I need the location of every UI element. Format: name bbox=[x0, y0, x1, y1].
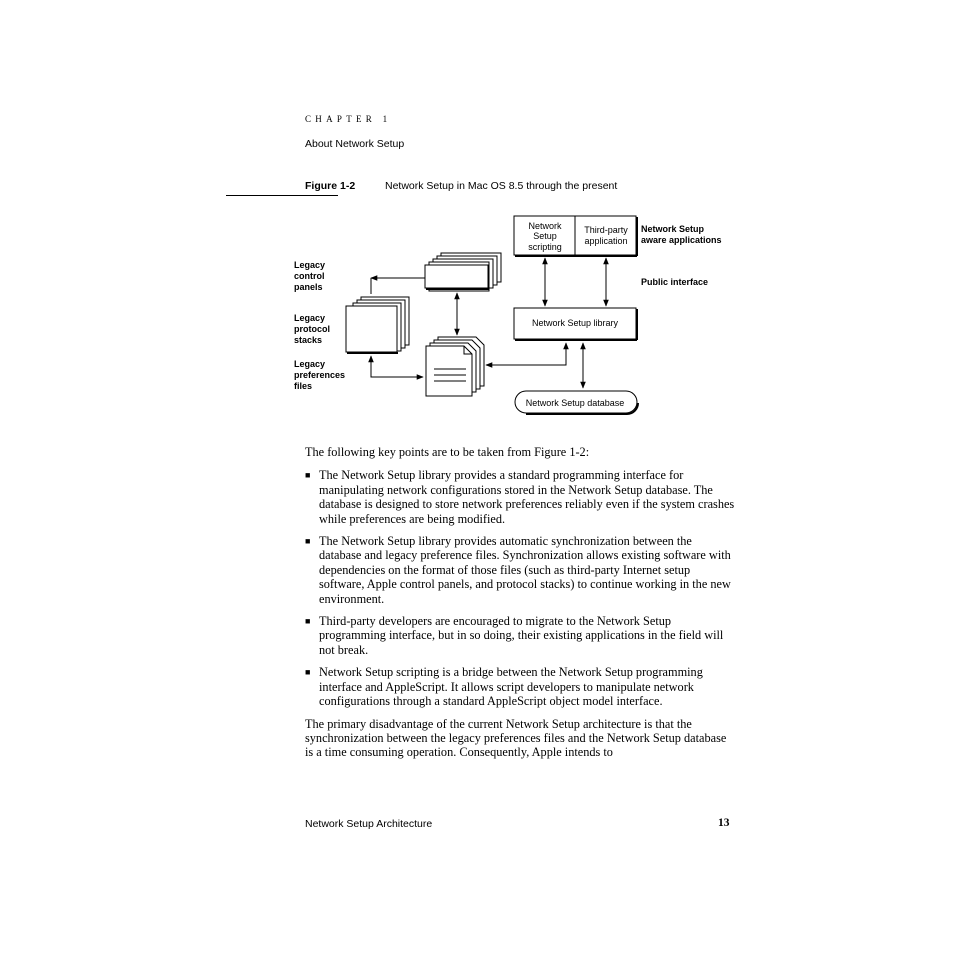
section-title: About Network Setup bbox=[305, 138, 405, 150]
label-protocol-stacks-3: stacks bbox=[294, 335, 323, 345]
label-control-panels-2: control bbox=[294, 271, 325, 281]
legacy-control-panels-stack bbox=[425, 253, 501, 291]
network-setup-scripting-line-2: Setup bbox=[533, 231, 557, 241]
label-aware-apps-1: Network Setup bbox=[641, 224, 705, 234]
arrow-files-library bbox=[486, 343, 566, 365]
network-setup-library-box bbox=[514, 308, 637, 340]
list-item bbox=[305, 534, 735, 606]
bullet-text: The Network Setup library provides automatic synchronization between the database and legacy preference files. Synchronization allows existing software with dependencies on the format of those files (such as third-party Internet setup software, Apple control panels, and protocol stacks) to continue working in the new environment. bbox=[319, 534, 731, 606]
network-setup-scripting-line-3: scripting bbox=[528, 242, 562, 252]
bullet-square-icon: ■ bbox=[305, 536, 311, 547]
intro-paragraph: The following key points are to be taken from Figure 1-2: bbox=[305, 445, 590, 459]
bullet-square-icon: ■ bbox=[305, 616, 311, 627]
bullet-text: The Network Setup library provides a standard programming interface for manipulating network configurations stored in the Network Setup database. The database is designed to store network preferences reliably even if the system crashes while preferences are being modified. bbox=[319, 468, 735, 526]
label-protocol-stacks-2: protocol bbox=[294, 324, 330, 334]
legacy-preferences-files-stack bbox=[426, 337, 484, 396]
database-label: Network Setup database bbox=[525, 398, 625, 408]
label-control-panels-3: panels bbox=[294, 282, 323, 292]
applications-box bbox=[514, 216, 637, 256]
closing-paragraph: The primary disadvantage of the current Network Setup architecture is that the synchronization between the legacy preferences files and the Network Setup database is a time consuming operation. Consequently, Apple intends to bbox=[305, 716, 727, 760]
label-preferences-files-2: preferences bbox=[294, 370, 346, 380]
list-item bbox=[305, 468, 735, 526]
list-item bbox=[305, 665, 735, 708]
list-item bbox=[305, 614, 735, 657]
legacy-protocol-stacks-stack bbox=[346, 297, 409, 353]
bullet-text: Network Setup scripting is a bridge between the Network Setup programming interface and AppleScript. It allows script developers to manipulate network configurations through a standard AppleScript object model interface. bbox=[319, 665, 703, 709]
network-setup-scripting-line-1: Network bbox=[528, 221, 562, 231]
footer-title: Network Setup Architecture bbox=[305, 818, 433, 830]
arrow-stacks-files bbox=[371, 356, 423, 377]
chapter-heading: CHAPTER 1 bbox=[305, 114, 392, 124]
third-party-application-line-2: application bbox=[584, 236, 628, 246]
network-setup-database-box bbox=[515, 391, 638, 414]
page-number: 13 bbox=[718, 817, 730, 829]
label-control-panels-1: Legacy bbox=[294, 260, 326, 270]
figure-label: Figure 1-2 bbox=[305, 180, 356, 192]
bullet-square-icon: ■ bbox=[305, 667, 311, 678]
label-aware-apps-2: aware applications bbox=[641, 235, 722, 245]
label-public-interface: Public interface bbox=[641, 277, 709, 287]
label-preferences-files-1: Legacy bbox=[294, 359, 326, 369]
body-text bbox=[305, 445, 735, 760]
bullet-text: Third-party developers are encouraged to migrate to the Network Setup programming interface, but in so doing, their existing applications in the field will not break. bbox=[319, 614, 724, 657]
figure-caption: Network Setup in Mac OS 8.5 through the present bbox=[385, 180, 618, 192]
bullet-square-icon: ■ bbox=[305, 470, 311, 481]
label-preferences-files-3: files bbox=[294, 381, 313, 391]
third-party-application-line-1: Third-party bbox=[584, 225, 628, 235]
label-protocol-stacks-1: Legacy bbox=[294, 313, 326, 323]
library-label: Network Setup library bbox=[531, 318, 619, 328]
